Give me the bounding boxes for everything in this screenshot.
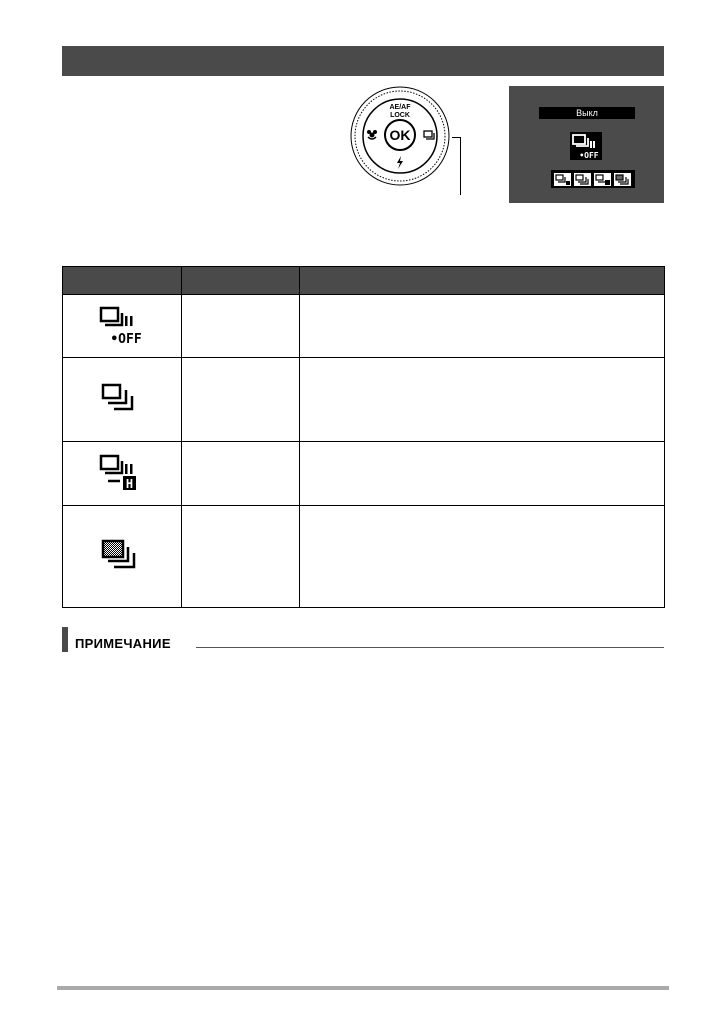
svg-text:•OFF: •OFF <box>110 332 142 346</box>
svg-text:•OFF: •OFF <box>579 151 599 160</box>
lcd-selected-label: Выкл <box>539 107 635 119</box>
dial-lock-label: LOCK <box>390 112 410 119</box>
leader-line <box>460 137 461 195</box>
footer-rule <box>57 986 669 990</box>
leader-line <box>452 137 460 138</box>
continuous-off-icon <box>554 173 571 186</box>
note-marker <box>62 627 68 652</box>
continuous-icon <box>100 383 144 417</box>
camera-lcd-screen <box>509 86 664 203</box>
table-row <box>63 295 665 358</box>
dial-ok-label: OK <box>389 127 411 143</box>
table-row <box>63 358 665 442</box>
table-row <box>63 442 665 506</box>
high-speed-continuous-icon <box>594 173 611 186</box>
continuous-off-icon <box>98 306 146 346</box>
table-row <box>63 506 665 608</box>
multi-shot-icon <box>614 173 631 186</box>
control-dial <box>350 86 450 186</box>
lcd-mode-strip <box>551 170 635 188</box>
table-header-cell <box>63 267 182 295</box>
svg-text:H: H <box>125 476 134 491</box>
note-divider <box>196 647 664 648</box>
high-speed-continuous-icon <box>98 454 146 494</box>
table-header-row <box>63 267 665 295</box>
section-header-bar <box>62 46 664 76</box>
table-header-cell <box>300 267 665 295</box>
continuous-mode-table <box>62 266 665 608</box>
multi-shot-icon <box>100 539 144 575</box>
dial-ae-label: AE/AF <box>389 104 411 111</box>
continuous-icon <box>574 173 591 186</box>
note-title: ПРИМЕЧАНИЕ <box>75 636 171 651</box>
continuous-off-icon <box>570 132 602 160</box>
table-header-cell <box>182 267 300 295</box>
